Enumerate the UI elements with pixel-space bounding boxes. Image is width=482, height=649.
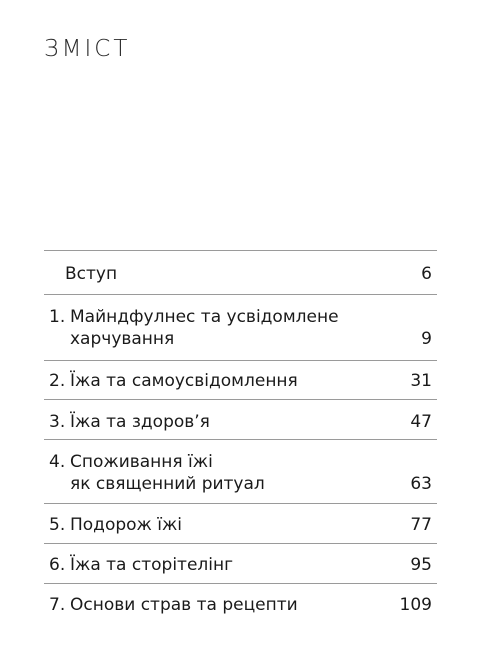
toc-entry-number: 1. (49, 307, 66, 327)
toc-entry-page: 63 (410, 474, 432, 494)
toc-entry-number: 7. (49, 595, 66, 615)
toc-entry-2[interactable] (44, 360, 437, 399)
toc-entry-number: 4. (49, 452, 66, 472)
toc-entry-3[interactable] (44, 399, 437, 439)
toc-entry-page: 9 (421, 329, 432, 349)
toc-entry-4[interactable] (44, 439, 437, 503)
toc-entry-title: Їжа та сторітелінг (70, 555, 234, 575)
toc-entry-title: Вступ (65, 264, 118, 284)
toc-entry-page: 77 (410, 515, 432, 535)
toc-heading: ЗМІСТ (44, 36, 131, 62)
toc-entry-number: 2. (49, 371, 66, 391)
toc-entry-title: Їжа та самоусвідомлення (70, 371, 298, 391)
toc-entry-page: 109 (399, 595, 432, 615)
toc-entry-title: Їжа та здоров’я (70, 412, 210, 432)
toc-entry-title: Подорож їжі (70, 515, 183, 535)
toc-entry-1[interactable] (44, 294, 437, 360)
toc-entry-title: Споживання їжі (70, 452, 213, 472)
toc-entry-page: 47 (410, 412, 432, 432)
table-of-contents (44, 250, 437, 624)
toc-entry-title-continued: як священний ритуал (70, 474, 265, 494)
toc-entry-title: Майндфулнес та усвідомлене (70, 307, 339, 327)
toc-entry-number: 6. (49, 555, 66, 575)
toc-entry-5[interactable] (44, 503, 437, 543)
toc-entry-page: 6 (421, 264, 432, 284)
toc-entry-number: 5. (49, 515, 66, 535)
toc-entry-intro[interactable] (44, 250, 437, 294)
toc-entry-number: 3. (49, 412, 66, 432)
toc-entry-page: 95 (410, 555, 432, 575)
toc-entry-6[interactable] (44, 543, 437, 583)
toc-entry-7[interactable] (44, 583, 437, 624)
toc-entry-page: 31 (410, 371, 432, 391)
toc-entry-title-continued: харчування (70, 329, 175, 349)
toc-entry-title: Основи страв та рецепти (70, 595, 298, 615)
